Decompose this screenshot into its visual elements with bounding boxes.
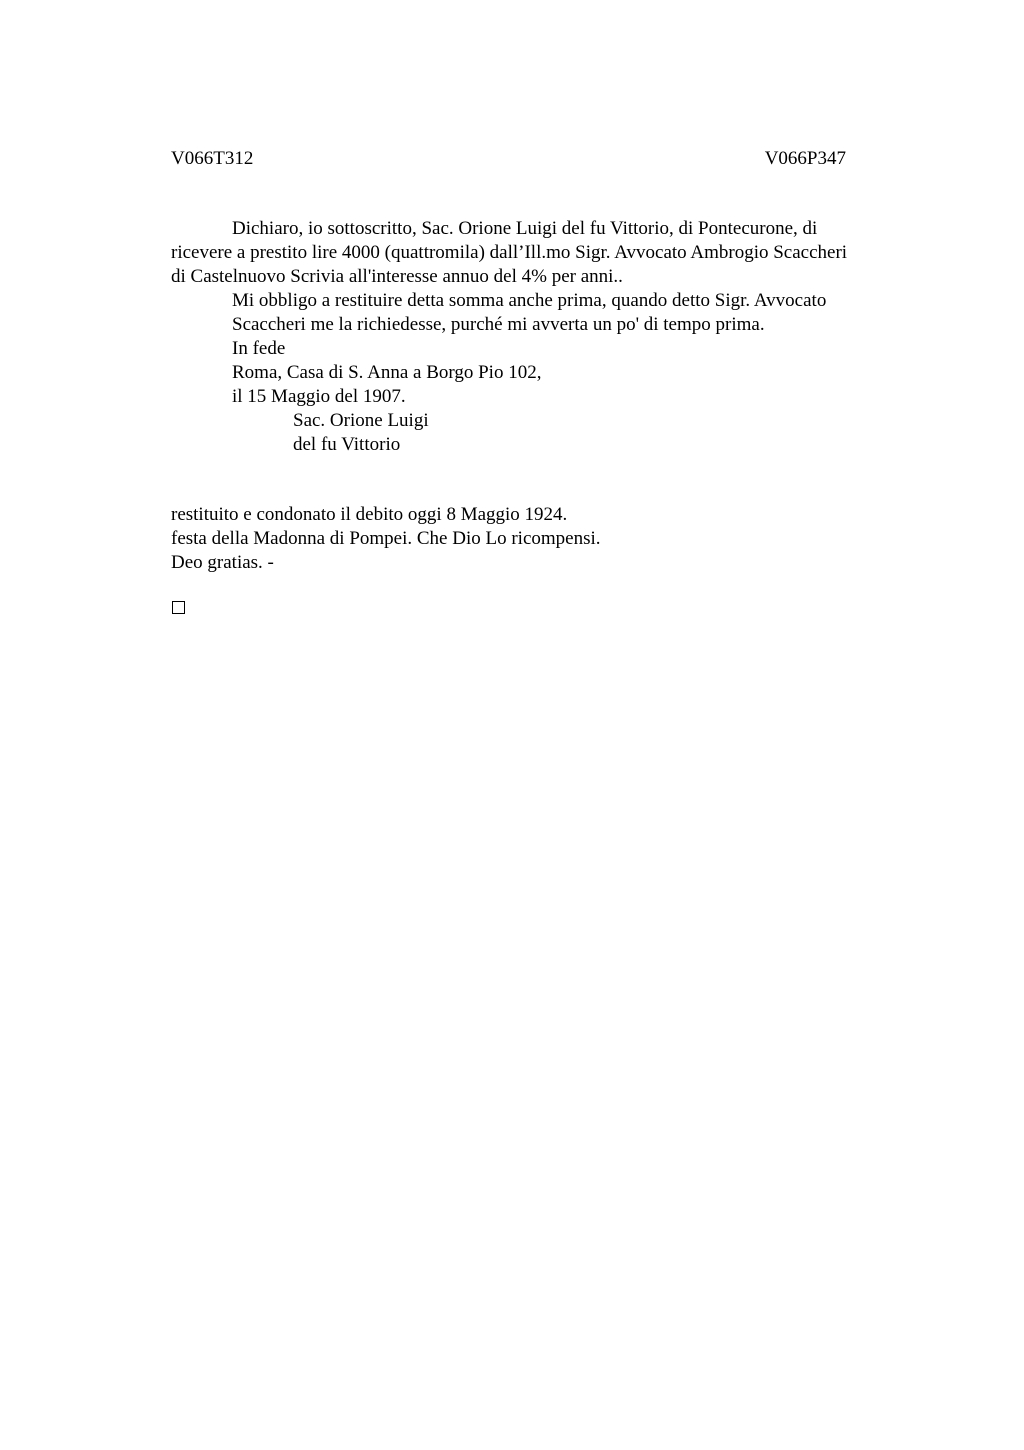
document-header	[171, 147, 846, 171]
annotation-note	[171, 503, 871, 575]
header-right-code: V066P347	[764, 148, 846, 169]
letter-date: il 15 Maggio del 1907.	[232, 386, 406, 407]
note-line: festa della Madonna di Pompei. Che Dio Lo ricompensi.	[171, 528, 601, 549]
letter-body	[171, 217, 931, 457]
header-left-code: V066T312	[171, 148, 254, 169]
letter-place: Roma, Casa di S. Anna a Borgo Pio 102,	[232, 362, 542, 383]
signature-name: Sac. Orione Luigi	[293, 410, 429, 431]
empty-square-icon	[172, 601, 185, 614]
letter-line: Dichiaro, io sottoscritto, Sac. Orione Luigi del fu Vittorio, di Pontecurone, di	[232, 218, 818, 239]
letter-line: Mi obbligo a restituire detta somma anche prima, quando detto Sigr. Avvocato	[232, 290, 827, 311]
signature-father: del fu Vittorio	[293, 434, 401, 455]
letter-line: ricevere a prestito lire 4000 (quattromila) dall’Ill.mo Sigr. Avvocato Ambrogio Scaccheri	[171, 242, 848, 263]
note-line: restituito e condonato il debito oggi 8 Maggio 1924.	[171, 504, 568, 525]
letter-line: Scaccheri me la richiedesse, purché mi avverta un po' di tempo prima.	[232, 314, 765, 335]
note-line: Deo gratias. -	[171, 552, 274, 573]
letter-closing: In fede	[232, 338, 286, 359]
letter-line: di Castelnuovo Scrivia all'interesse annuo del 4% per anni..	[171, 266, 623, 287]
